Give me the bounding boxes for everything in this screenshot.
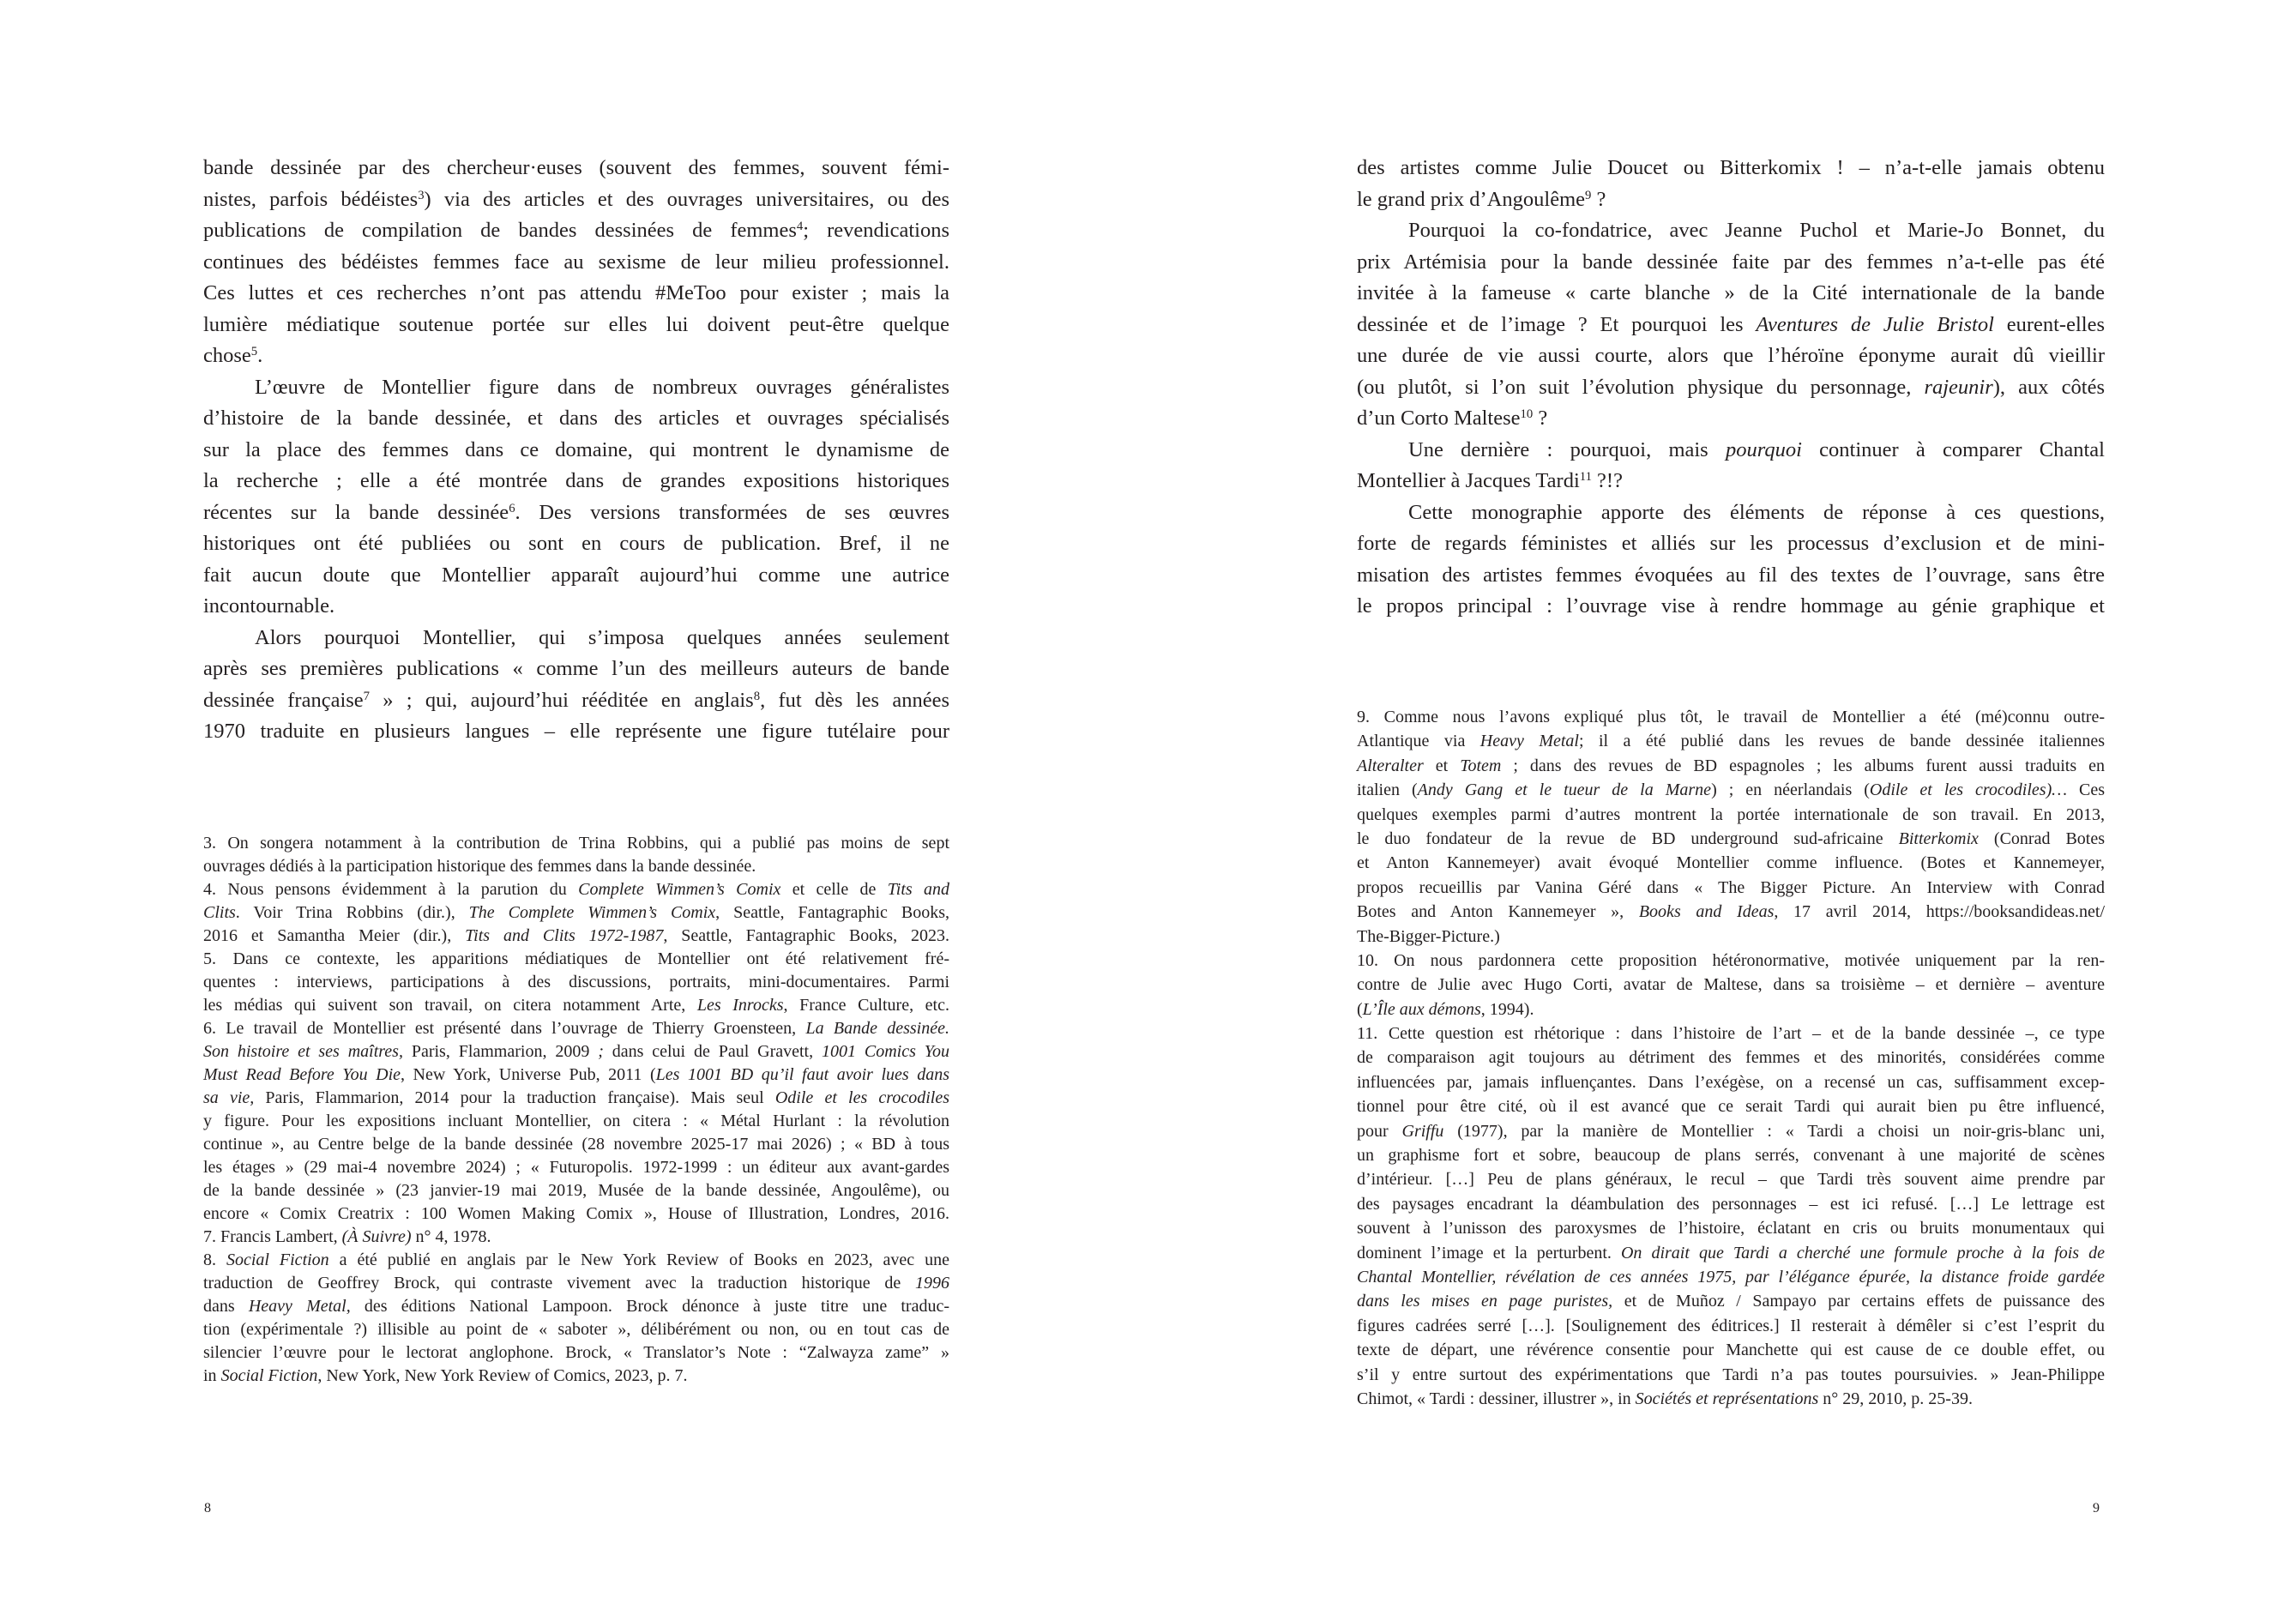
text-segment: les étages » (29 mai-4 novembre 2024) ; « Futuropolis. 1972-1999 : un éditeur aux avant-gardes [203, 1158, 949, 1177]
text-segment: la recherche ; elle a été montrée dans de grandes expositions historiques [203, 469, 949, 492]
text-segment: pour [1357, 1121, 1402, 1141]
text-line [203, 184, 949, 216]
text-segment: dessinée française [203, 688, 364, 712]
left-page-footnotes [203, 832, 949, 1388]
text-line [1357, 153, 2105, 184]
italic-text: (À Suivre) [341, 1227, 412, 1246]
italic-text: Social Fiction [220, 1366, 318, 1385]
text-segment: , Seattle, Fantagraphic Books, [715, 903, 949, 922]
text-line [203, 497, 949, 529]
text-segment: a été publié en anglais par le New York Review of Books en 2023, avec une [328, 1250, 950, 1269]
text-segment: ; revendications [803, 219, 949, 242]
text-segment: contre de Julie avec Hugo Corti, avatar de Maltese, dans sa troisième – et dernière – aventure [1357, 975, 2105, 995]
text-line [1357, 900, 2105, 924]
text-segment: Montellier à Jacques Tardi [1357, 469, 1580, 492]
italic-text: pourquoi [1725, 437, 1802, 461]
text-segment: tionnel pour être cité, où il est avancé que ce serait Tardi qui aurait bien pu être influencé, [1357, 1097, 2105, 1117]
text-line [1357, 827, 2105, 851]
page-number-left: 8 [204, 1501, 211, 1516]
text-segment: Botes and Anton Kannemeyer », [1357, 902, 1639, 922]
italic-text: Clits [203, 903, 236, 922]
text-line [203, 1064, 949, 1087]
text-line [1357, 1119, 2105, 1143]
text-line [203, 1110, 949, 1133]
right-page-body-text [1357, 153, 2105, 623]
text-line [203, 685, 949, 717]
text-line [1357, 851, 2105, 875]
text-line [1357, 729, 2105, 753]
text-line [1357, 247, 2105, 279]
text-line [1357, 372, 2105, 404]
italic-text: Tits and [887, 880, 949, 899]
text-segment: ; il a été publié dans les revues de bande dessinée italiennes [1578, 732, 2105, 751]
text-segment: ouvrages dédiés à la participation historique des femmes dans la bande dessinée. [203, 857, 756, 876]
text-segment: historiques ont été publiées ou sont en cours de publication. Bref, il ne [203, 532, 949, 555]
text-line [203, 372, 949, 404]
text-segment: Pourquoi la co-fondatrice, avec Jeanne Puchol et Marie-Jo Bonnet, du [1408, 219, 2105, 242]
text-line [1357, 1289, 2105, 1313]
text-segment: de comparaison agit toujours au détriment des femmes et des minorités, considérées comme [1357, 1048, 2105, 1068]
text-segment: bande dessinée par des chercheur·euses (souvent des femmes, souvent fémi- [203, 156, 949, 179]
text-segment: (1977), par la manière de Montellier : « Tardi a choisi un noir-gris-blanc uni, [1443, 1121, 2105, 1141]
text-segment: après ses premières publications « comme l’un des meilleurs auteurs de bande [203, 657, 949, 680]
text-segment: , 17 avril 2014, https://booksandideas.net/ [1774, 902, 2106, 922]
text-segment: . Voir Trina Robbins (dir.), [235, 903, 469, 922]
text-segment: et de Muñoz / Sampayo par certains effets de puissance des [1612, 1292, 2105, 1311]
text-line [203, 855, 949, 878]
text-segment: eurent-elles [1993, 312, 2105, 336]
italic-text: Totem [1460, 756, 1502, 775]
text-line [203, 435, 949, 467]
italic-text: 1996 [915, 1274, 949, 1293]
text-line [1357, 560, 2105, 592]
text-line [203, 1179, 949, 1202]
text-segment: dans celui de Paul Gravett, [603, 1042, 822, 1061]
text-segment: 8. [203, 1250, 226, 1269]
text-segment: L’œuvre de Montellier figure dans de nombreux ouvrages généralistes [255, 375, 949, 399]
text-segment: ?!? [1591, 469, 1623, 492]
text-segment: 1970 traduite en plusieurs langues – elle représente une figure tutélaire pour [203, 720, 949, 743]
text-segment: Alors pourquoi Montellier, qui s’imposa quelques années seulement [255, 625, 949, 649]
text-segment: figures cadrées serré […]. [Soulignement des éditrices.] Il resterait à démêler si c’est l’esprit du [1357, 1316, 2105, 1335]
italic-text: Must Read Before You Die [203, 1065, 401, 1084]
italic-text: La Bande dessinée. [805, 1019, 949, 1038]
text-line [1357, 1070, 2105, 1094]
text-segment: ) via des articles et des ouvrages universitaires, ou des [424, 187, 949, 211]
text-segment: , 1994). [1480, 999, 1534, 1019]
text-segment: le grand prix d’Angoulême [1357, 187, 1586, 211]
text-line [203, 340, 949, 372]
italic-text: The Complete Wimmen’s Comix [468, 903, 716, 922]
text-segment: d’histoire de la bande dessinée, et dans des articles et ouvrages spécialisés [203, 407, 949, 430]
text-line [1357, 403, 2105, 435]
text-segment: 4. Nous pensons évidemment à la parution du [203, 880, 579, 899]
text-line [203, 1272, 949, 1295]
text-segment: Ces luttes et ces recherches n’ont pas attendu #MeToo pour exister ; mais la [203, 281, 949, 304]
text-line [1357, 1046, 2105, 1070]
text-segment: les médias qui suivent son travail, on citera notamment Arte, [203, 996, 697, 1015]
text-segment: y figure. Pour les expositions incluant Montellier, on citera : « Métal Hurlant : la révolution [203, 1112, 949, 1130]
text-segment: une durée de vie aussi courte, alors que l’héroïne éponyme aurait dû vieillir [1357, 344, 2105, 367]
text-line [1357, 1363, 2105, 1387]
text-line [203, 878, 949, 901]
text-segment: dominent l’image et la perturbent. [1357, 1243, 1621, 1262]
text-line [203, 1156, 949, 1179]
text-segment: » ; qui, aujourd’hui rééditée en anglais [370, 688, 754, 712]
text-line [1357, 591, 2105, 623]
text-segment: 11. Cette question est rhétorique : dans l’histoire de l’art – et de la bande dessinée –, ce type [1357, 1024, 2105, 1044]
text-segment: , New York, Universe Pub, 2011 ( [401, 1065, 656, 1084]
text-line [203, 1040, 949, 1064]
text-line [203, 832, 949, 855]
text-line [203, 278, 949, 310]
text-line [1357, 1241, 2105, 1265]
footnote-reference: 4 [796, 219, 804, 233]
italic-text: Complete Wimmen’s Comix [578, 880, 781, 899]
text-segment: des éditions National Lampoon. Brock dénonce à juste titre une traduc- [350, 1297, 949, 1316]
text-segment: continuer à comparer Chantal [1801, 437, 2105, 461]
text-line [203, 466, 949, 497]
footnote-reference: 3 [418, 188, 425, 202]
text-line [203, 528, 949, 560]
text-line [203, 1318, 949, 1341]
text-segment: récentes sur la bande dessinée [203, 500, 509, 524]
text-line [1357, 1094, 2105, 1118]
text-segment: , France Culture, etc. [783, 996, 949, 1015]
text-line [1357, 215, 2105, 247]
text-segment: 6. Le travail de Montellier est présenté dans l’ouvrage de Thierry Groensteen, [203, 1019, 806, 1038]
left-page-body-text [203, 153, 949, 748]
text-line [1357, 435, 2105, 467]
italic-text: Aventures de Julie Bristol [1756, 312, 1994, 336]
text-line [1357, 1265, 2105, 1289]
text-segment: nistes, parfois bédéistes [203, 187, 419, 211]
text-segment: , fut dès les années [760, 688, 949, 712]
text-segment: invitée à la fameuse « carte blanche » de la Cité internationale de la bande [1357, 281, 2105, 304]
text-line [1357, 340, 2105, 372]
text-line [203, 310, 949, 341]
footnote-reference: 5 [250, 344, 258, 359]
text-line [203, 1341, 949, 1365]
text-segment: des artistes comme Julie Doucet ou Bitterkomix ! – n’a-t-elle jamais obtenu [1357, 156, 2105, 179]
text-segment: . [257, 344, 263, 367]
text-segment: continues des bédéistes femmes face au sexisme de leur milieu professionnel. [203, 250, 949, 274]
text-segment: texte de départ, une révérence consentie pour Manchette qui est cause de ce double effet, ou [1357, 1341, 2105, 1360]
text-segment: d’un Corto Maltese [1357, 407, 1521, 430]
italic-text: 1001 Comics You [821, 1042, 949, 1061]
italic-text: Heavy Metal, [248, 1297, 351, 1316]
text-line [203, 654, 949, 685]
text-segment: de la bande dessinée » (23 janvier-19 mai 2019, Musée de la bande dessinée, Angoulême), ou [203, 1181, 949, 1200]
italic-text: Chantal Montellier, révélation de ces années 1975, par l’élégance épurée, la distance froide gardée [1357, 1267, 2105, 1287]
text-segment: misation des artistes femmes évoquées au fil des textes de l’ouvrage, sans être [1357, 563, 2105, 587]
text-line [203, 901, 949, 925]
text-line [203, 1202, 949, 1226]
text-segment: publications de compilation de bandes dessinées de femmes [203, 219, 797, 242]
text-line [203, 591, 949, 623]
text-line [203, 994, 949, 1017]
text-segment: . Des versions transformées de ses œuvres [515, 500, 949, 524]
text-line [1357, 1021, 2105, 1046]
footnote-reference: 8 [753, 689, 761, 703]
text-segment: Chimot, « Tardi : dessiner, illustrer », in [1357, 1389, 1636, 1408]
text-segment: et celle de [780, 880, 888, 899]
text-segment: n° 4, 1978. [411, 1227, 491, 1246]
text-segment: ; dans des revues de BD espagnoles ; les albums furent aussi traduits en [1501, 756, 2106, 775]
right-page-footnotes [1357, 705, 2105, 1411]
text-segment: ( [1357, 999, 1363, 1019]
text-segment: forte de regards féministes et alliés sur les processus d’exclusion et de mini- [1357, 532, 2105, 555]
text-segment: (Conrad Botes [1978, 829, 2106, 848]
footnote-reference: 6 [509, 501, 515, 515]
italic-text: Books and Ideas [1638, 902, 1775, 922]
italic-text: dans les mises en page puristes, [1357, 1292, 1613, 1311]
text-line [203, 925, 949, 948]
text-line [1357, 997, 2105, 1021]
text-segment: 2016 et Samantha Meier (dir.), [203, 926, 466, 945]
footnote-reference: 9 [1585, 188, 1592, 202]
text-segment: ) ; en néerlandais ( [1711, 780, 1870, 800]
text-line [1357, 1387, 2105, 1411]
text-segment: le duo fondateur de la revue de BD underground sud-africaine [1357, 829, 1899, 848]
italic-text: Son histoire et ses maîtres, [203, 1042, 403, 1061]
text-segment: influencées par, jamais influençantes. Dans l’exégèse, on a recensé un cas, suffisamment excep- [1357, 1072, 2105, 1092]
text-segment: 5. Dans ce contexte, les apparitions médiatiques de Montellier ont été relativement fré- [203, 949, 949, 968]
text-segment: ), aux côtés [1992, 375, 2106, 399]
text-line [203, 623, 949, 654]
text-segment: fait aucun doute que Montellier apparaît aujourd’hui comme une autrice [203, 563, 949, 587]
text-segment: encore « Comix Creatrix : 100 Women Making Comix », House of Illustration, Londres, 2016. [203, 1204, 949, 1223]
text-segment: lumière médiatique soutenue portée sur elles lui doivent peut-être quelque [203, 312, 949, 336]
text-segment: traduction de Geoffrey Brock, qui contraste vivement avec la traduction historique de [203, 1274, 915, 1293]
footnote-reference: 11 [1579, 469, 1592, 484]
text-segment: Paris, Flammarion, 2014 pour la traduction française). Mais seul [254, 1088, 775, 1107]
text-line [1357, 1143, 2105, 1167]
text-line [203, 1017, 949, 1040]
text-line [1357, 1192, 2105, 1216]
italic-text: ; [589, 1042, 604, 1061]
text-segment: in [203, 1366, 221, 1385]
text-segment: Paris, Flammarion, 2009 [402, 1042, 590, 1061]
italic-text: Odile et les crocodiles)… [1869, 780, 2068, 800]
text-segment: ? [1533, 407, 1548, 430]
text-line [203, 1249, 949, 1272]
text-segment: d’intérieur. […] Peu de plans généraux, le recul – que Tardi très souvent aime prendre par [1357, 1170, 2105, 1190]
italic-text: On dirait que Tardi a cherché une formule proche à la fois de [1620, 1243, 2105, 1262]
text-segment: et Anton Kannemeyer) avait évoqué Montellier comme influence. (Botes et Kannemeyer, [1357, 853, 2105, 873]
text-segment: italien ( [1357, 780, 1418, 800]
page-number-right: 9 [2093, 1501, 2100, 1516]
text-segment: dans [203, 1297, 249, 1316]
text-segment: et [1423, 756, 1461, 775]
text-segment: prix Artémisia pour la bande dessinée faite par des femmes n’a-t-elle pas été [1357, 250, 2105, 274]
text-line [1357, 1314, 2105, 1338]
text-line [1357, 876, 2105, 900]
text-segment: ? [1591, 187, 1606, 211]
text-line [1357, 310, 2105, 341]
text-segment: quelques exemples parmi d’autres montrent la portée internationale de son travail. En 2013, [1357, 804, 2105, 824]
text-line [203, 560, 949, 592]
footnote-reference: 7 [363, 689, 371, 703]
text-segment: , Seattle, Fantagraphic Books, 2023. [663, 926, 950, 945]
text-segment: incontournable. [203, 594, 335, 618]
text-line [1357, 1167, 2105, 1191]
text-line [1357, 497, 2105, 529]
text-segment: souvent à l’unisson des paroxysmes de l’histoire, éclatant en cris ou bruits monumentaux qui [1357, 1219, 2105, 1238]
text-line [203, 1295, 949, 1318]
text-line [203, 215, 949, 247]
italic-text: Tits and Clits 1972-1987 [465, 926, 664, 945]
text-line [203, 1365, 949, 1388]
text-line [203, 153, 949, 184]
text-segment: dessinée et de l’image ? Et pourquoi les [1357, 312, 1757, 336]
text-segment: Une dernière : pourquoi, mais [1408, 437, 1726, 461]
text-line [203, 1226, 949, 1249]
text-segment: le propos principal : l’ouvrage vise à rendre hommage au génie graphique et [1357, 594, 2105, 618]
italic-text: Andy Gang et le tueur de la Marne [1417, 780, 1712, 800]
italic-text: sa vie, [203, 1088, 255, 1107]
text-segment: s’il y entre surtout des expérimentations que Tardi n’a pas toutes poursuivies. » Jean-Philippe [1357, 1365, 2105, 1384]
italic-text: rajeunir [1924, 375, 1993, 399]
text-segment: 7. Francis Lambert, [203, 1227, 342, 1246]
italic-text: L’Île aux démons [1362, 999, 1481, 1019]
italic-text: Social Fiction [226, 1250, 329, 1269]
text-line [1357, 778, 2105, 802]
text-segment: (ou plutôt, si l’on suit l’évolution physique du personnage, [1357, 375, 1925, 399]
text-segment: chose [203, 344, 251, 367]
italic-text: Odile et les crocodiles [774, 1088, 949, 1107]
text-line [203, 1133, 949, 1156]
text-line [1357, 705, 2105, 729]
text-line [203, 948, 949, 971]
text-segment: propos recueillis par Vanina Géré dans « The Bigger Picture. An Interview with Conrad [1357, 877, 2105, 897]
italic-text: Sociétés et représentations [1635, 1389, 1819, 1408]
text-segment: 9. Comme nous l’avons expliqué plus tôt, le travail de Montellier a été (mé)connu outre- [1357, 708, 2105, 726]
italic-text: Bitterkomix [1898, 829, 1979, 848]
text-segment: quentes : interviews, participations à des discussions, portraits, mini-documentaires. Parmi [203, 973, 949, 991]
text-line [203, 247, 949, 279]
text-line [203, 1087, 949, 1110]
text-line [1357, 925, 2105, 949]
text-segment: 10. On nous pardonnera cette proposition hétéronormative, motivée uniquement par la ren- [1357, 950, 2105, 970]
italic-text: Alteralter [1357, 756, 1424, 775]
text-segment: Atlantique via [1357, 732, 1480, 751]
italic-text: Griffu [1401, 1121, 1444, 1141]
text-segment: un graphisme fort et sobre, beaucoup de plans serrés, convenant à une majorité de scènes [1357, 1146, 2105, 1166]
text-line [1357, 803, 2105, 827]
text-line [1357, 184, 2105, 216]
text-segment: Cette monographie apporte des éléments de réponse à ces questions, [1408, 500, 2105, 524]
text-segment: silencier l’œuvre pour le lectorat anglophone. Brock, « Translator’s Note : “Zalwayza zame” » [203, 1343, 949, 1362]
text-segment: tion (expérimentale ?) illisible au point de « saboter », délibérément ou non, ou en tout cas de [203, 1320, 949, 1339]
italic-text: Les Inrocks [696, 996, 784, 1015]
text-segment: des paysages encadrant la déambulation des personnages – est ici refusé. […] Le lettrage est [1357, 1194, 2105, 1214]
text-line [203, 403, 949, 435]
text-line [1357, 278, 2105, 310]
text-segment: sur la place des femmes dans ce domaine, qui montrent le dynamisme de [203, 437, 949, 461]
text-line [1357, 528, 2105, 560]
text-segment: n° 29, 2010, p. 25-39. [1818, 1389, 1973, 1408]
text-line [1357, 1338, 2105, 1362]
italic-text: Heavy Metal [1479, 732, 1579, 751]
italic-text: Les 1001 BD qu’il faut avoir lues dans [655, 1065, 950, 1084]
text-line [203, 716, 949, 748]
text-segment: 3. On songera notamment à la contribution de Trina Robbins, qui a publié pas moins de sept [203, 834, 949, 853]
text-segment: The-Bigger-Picture.) [1357, 926, 1500, 946]
text-segment: Ces [2067, 780, 2106, 800]
text-line [1357, 1216, 2105, 1240]
text-line [1357, 754, 2105, 778]
text-line [1357, 466, 2105, 497]
text-line [203, 971, 949, 994]
text-segment: continue », au Centre belge de la bande dessinée (28 novembre 2025-17 mai 2026) ; « BD à tous [203, 1135, 949, 1154]
text-segment: , New York, New York Review of Comics, 2023, p. 7. [317, 1366, 688, 1385]
text-line [1357, 949, 2105, 973]
footnote-reference: 10 [1520, 407, 1534, 421]
text-line [1357, 973, 2105, 997]
